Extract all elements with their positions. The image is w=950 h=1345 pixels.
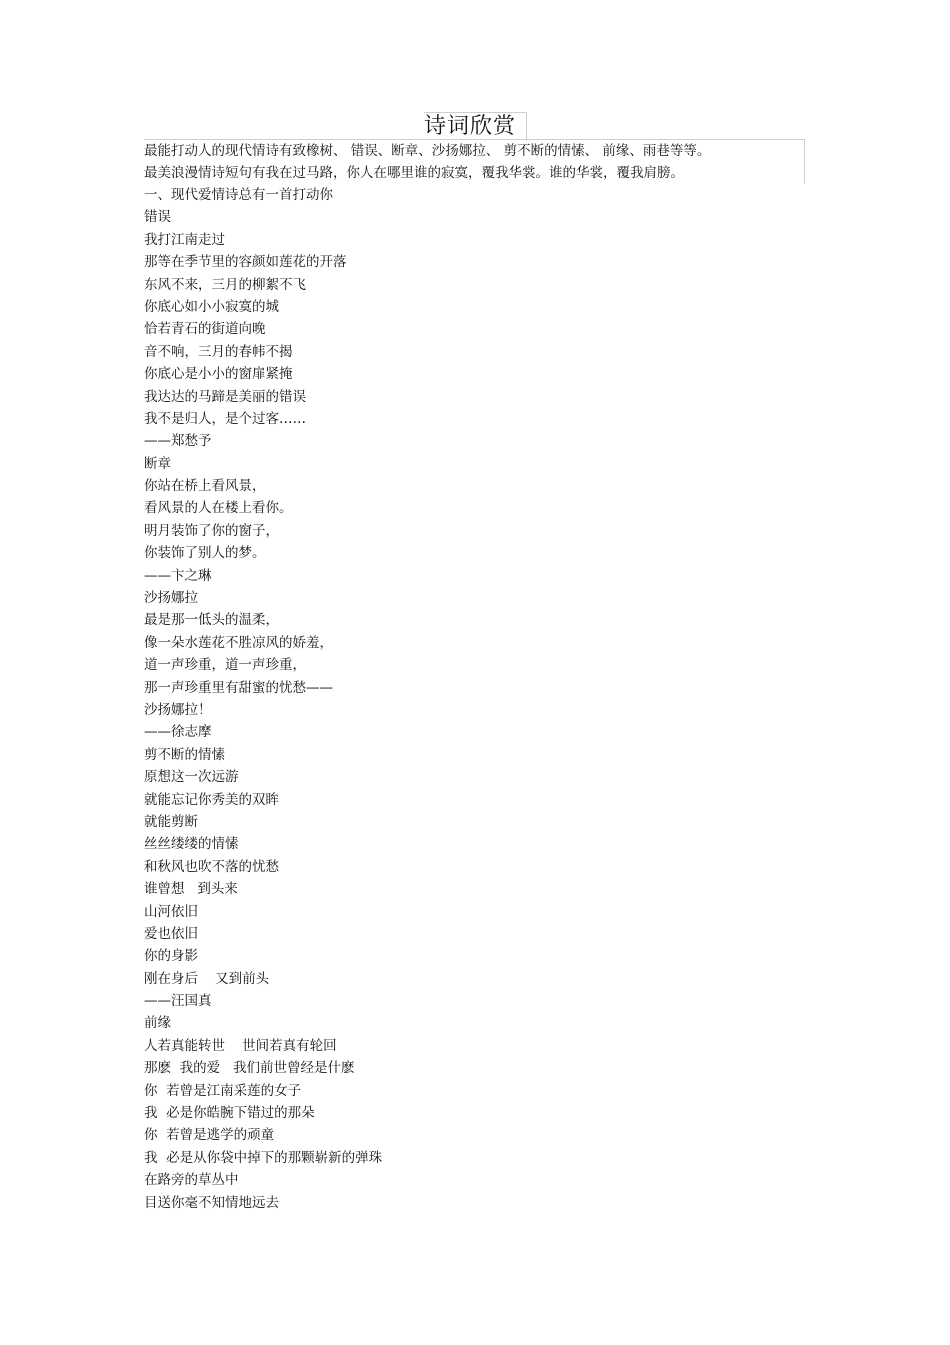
poem-line: 我达达的马蹄是美丽的错误 <box>144 388 306 405</box>
poem-line: 我打江南走过 <box>144 231 225 248</box>
poem-line: 就能忘记你秀美的双眸 <box>144 791 279 808</box>
page-title: 诗词欣赏 <box>424 114 517 139</box>
poem-line: ——卞之琳 <box>144 567 212 584</box>
poem-line: 像一朵水莲花不胜凉风的娇羞， <box>144 634 333 651</box>
poem-line: 原想这一次远游 <box>144 769 239 786</box>
poem-line: 我 必是从你袋中掉下的那颗崭新的弹珠 <box>144 1149 383 1166</box>
poem-line: 你底心如小小寂寞的城 <box>144 298 279 315</box>
poem-line: 你的身影 <box>144 948 198 965</box>
intro-line-1: 最能打动人的现代情诗有致橡树、 错误、断章、沙扬娜拉、 剪不断的情愫、 前缘、雨巷等等。 <box>144 143 711 159</box>
poem-line: 人若真能转世 世间若真有轮回 <box>144 1037 337 1054</box>
poem-line: 断章 <box>144 455 171 472</box>
poem-line: 音不响，三月的春帏不揭 <box>144 343 293 360</box>
poem-line: 丝丝缕缕的情愫 <box>144 836 239 853</box>
poem-line: ——郑愁予 <box>144 433 212 450</box>
poem-line: 谁曾想 到头来 <box>144 881 238 898</box>
poem-line: 目送你毫不知情地远去 <box>144 1194 279 1211</box>
intro-paragraph <box>144 139 805 184</box>
poem-list <box>144 184 844 1214</box>
poem-line: 我 必是你皓腕下错过的那朵 <box>144 1105 315 1122</box>
poem-line: 看风景的人在楼上看你。 <box>144 500 293 517</box>
poem-line: 爱也依旧 <box>144 925 198 942</box>
poem-line: 你装饰了别人的梦。 <box>144 545 266 562</box>
poem-line: 那麽 我的爱 我们前世曾经是什麽 <box>144 1060 355 1077</box>
poem-line: 剪不断的情愫 <box>144 746 225 763</box>
poem-line: 你 若曾是逃学的顽童 <box>144 1127 275 1144</box>
poem-line: 和秋风也吹不落的忧愁 <box>144 858 279 875</box>
poem-line: 明月装饰了你的窗子， <box>144 522 279 539</box>
poem-line: 刚在身后 又到前头 <box>144 970 270 987</box>
poem-line: 在路旁的草丛中 <box>144 1172 239 1189</box>
title-box <box>424 112 527 141</box>
poem-line: 道一声珍重，道一声珍重， <box>144 657 306 674</box>
poem-line: 就能剪断 <box>144 813 198 830</box>
poem-line: 东风不来，三月的柳絮不飞 <box>144 276 306 293</box>
poem-line: 你 若曾是江南采莲的女子 <box>144 1082 302 1099</box>
poem-line: 沙扬娜拉 <box>144 590 198 607</box>
poem-line: 前缘 <box>144 1015 171 1032</box>
poem-line: 那一声珍重里有甜蜜的忧愁—— <box>144 679 333 696</box>
poem-line: 恰若青石的街道向晚 <box>144 321 266 338</box>
poem-line: 沙扬娜拉！ <box>144 701 212 718</box>
poem-line: 山河依旧 <box>144 903 198 920</box>
poem-line: 一、现代爱情诗总有一首打动你 <box>144 187 333 203</box>
poem-line: 你底心是小小的窗扉紧掩 <box>144 366 293 383</box>
poem-line: 我不是归人，是个过客…… <box>144 410 306 427</box>
intro-line-2: 最美浪漫情诗短句有我在过马路，你人在哪里谁的寂寞，覆我华裳。谁的华裳，覆我肩膀。 <box>144 165 684 181</box>
poem-line: 那等在季节里的容颜如莲花的开落 <box>144 254 347 271</box>
poem-line: 最是那一低头的温柔， <box>144 612 279 629</box>
poem-line: 你站在桥上看风景， <box>144 478 266 495</box>
poem-line: 错误 <box>144 209 171 226</box>
poem-line: ——徐志摩 <box>144 724 212 741</box>
poem-line: ——汪国真 <box>144 993 212 1010</box>
